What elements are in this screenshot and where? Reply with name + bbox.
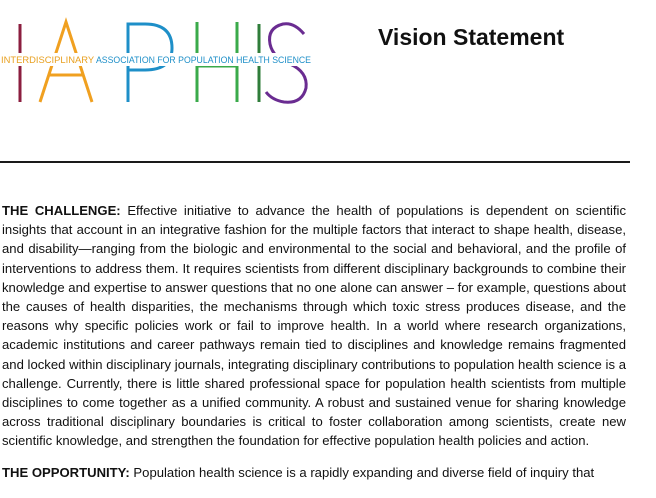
challenge-paragraph — [2, 201, 626, 451]
iaphs-logo-mark — [0, 0, 320, 110]
logo-tagline-part1: INTERDISCIPLINARY — [1, 54, 95, 65]
opportunity-text: Population health science is a rapidly expanding and diverse field of inquiry that — [129, 464, 595, 480]
challenge-text: Effective initiative to advance the health of populations is dependent on scientific insights that account in an integrative fashion for the multiple factors that interact to shape health, disease, and disability—ranging from the biologic and environmental to the social and behavioral, and the profile of interventions to address them. It requires scientists from different disciplinary backgrounds to combine their knowledge and expertise to answer questions that no one alone can answer – for example, questions about the causes of health disparities, the mechanisms through which toxic stress produces disease, and the reasons why specific policies work or fail to improve health. In a world where research organizations, academic institutions and career pathways remain tied to disciplines and knowledge remains fragmented and locked within disciplinary journals, integrating disciplinary contributions to population health science is a challenge. Currently, there is little shared professional space for population health scientists from multiple disciplines to come together as a unified community. A robust and sustained venue for sharing knowledge across traditional disciplinary boundaries is critical to foster collaboration among scientists, create new scientific knowledge, and strengthen the foundation for effective population health policies and action. — [2, 203, 626, 449]
opportunity-label: THE OPPORTUNITY: — [2, 464, 130, 480]
logo-tagline-part2: ASSOCIATION FOR POPULATION HEALTH SCIENCE — [96, 54, 311, 65]
page-title: Vision Statement — [378, 24, 565, 50]
header-divider — [0, 161, 630, 163]
challenge-label: THE CHALLENGE: — [2, 203, 121, 218]
document-body — [2, 201, 626, 494]
opportunity-paragraph — [2, 463, 626, 482]
iaphs-logo — [0, 0, 320, 110]
